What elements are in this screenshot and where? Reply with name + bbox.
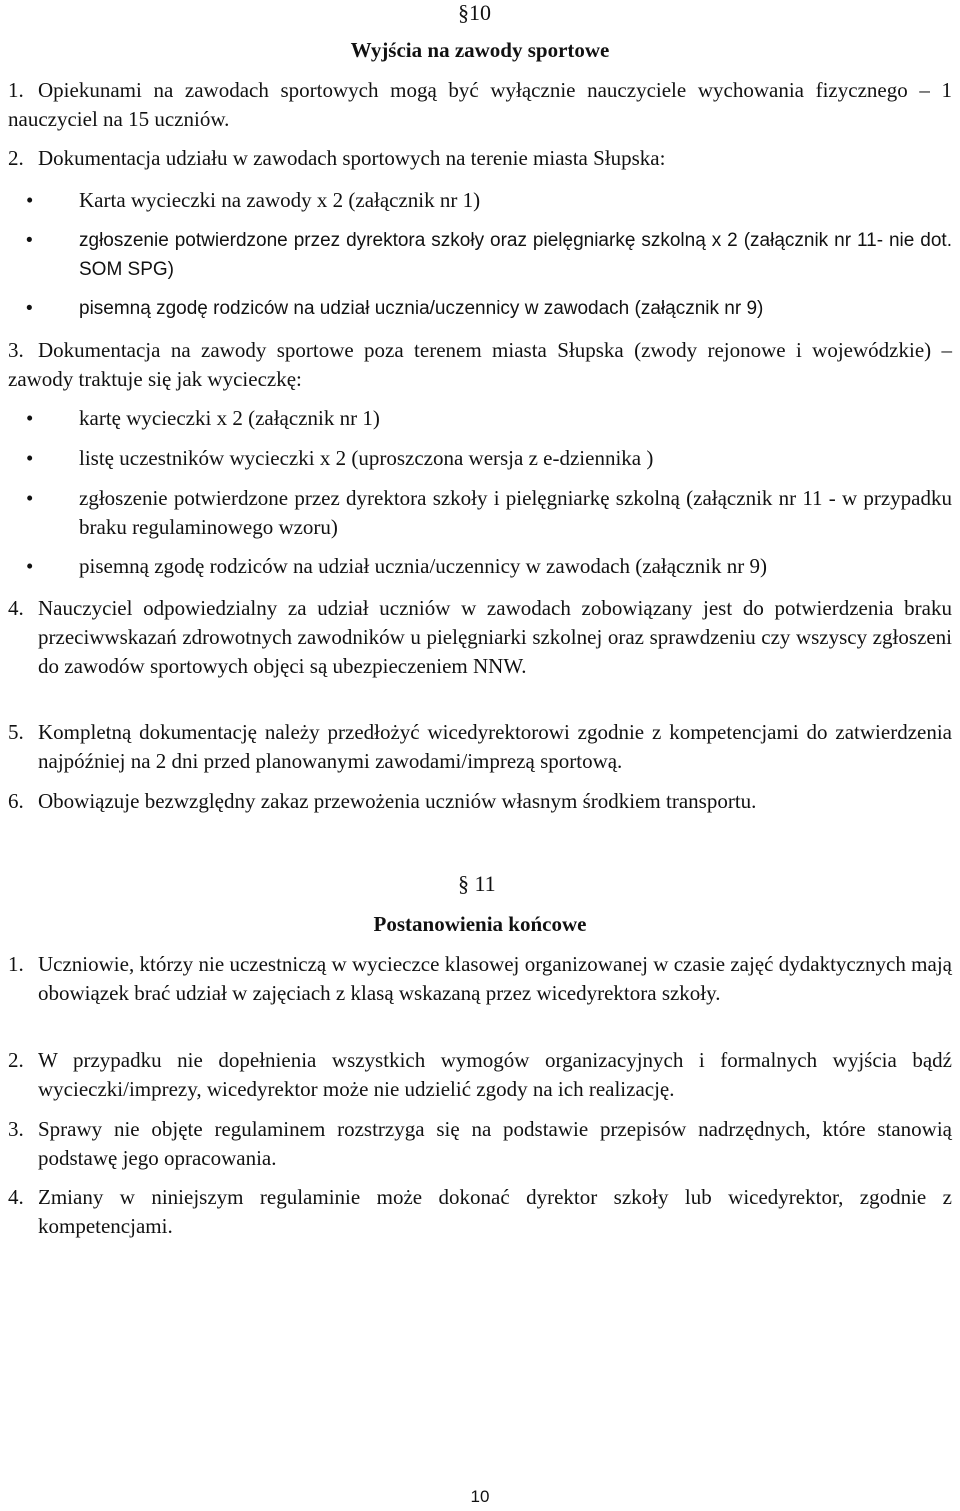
list-item bbox=[8, 144, 952, 173]
page-number: 10 bbox=[470, 1487, 490, 1506]
section-sign-11: § 11 bbox=[458, 871, 496, 896]
bullet-text: pisemną zgodę rodziców na udział ucznia/uczennicy w zawodach (załącznik nr 9) bbox=[79, 298, 764, 319]
item-text: Dokumentacja na zawody sportowe poza terenem miasta Słupska (zwody rejonowe i wojewódzkie) – zawody traktuje się jak wycieczkę: bbox=[8, 338, 952, 391]
bullet-item bbox=[26, 294, 952, 323]
bullet-icon: • bbox=[26, 298, 33, 319]
bullet-icon: • bbox=[26, 486, 34, 510]
bullet-item bbox=[26, 552, 952, 581]
bullet-item bbox=[26, 186, 952, 215]
item-text: Uczniowie, którzy nie uczestniczą w wycieczce klasowej organizowanej w czasie zajęć dydaktycznych mają obowiązek brać udział w zajęciach z klasą wskazaną przez wicedyrektora szkoły. bbox=[38, 952, 952, 1005]
item-number: 4. bbox=[8, 1185, 24, 1209]
item-number: 3. bbox=[8, 338, 24, 362]
item-number: 2. bbox=[8, 146, 24, 170]
bullet-icon: • bbox=[26, 406, 34, 430]
bullet-item bbox=[26, 444, 952, 473]
item-number: 3. bbox=[8, 1117, 24, 1141]
section-title-10: Wyjścia na zawody sportowe bbox=[350, 38, 610, 62]
item-text: Zmiany w niniejszym regulaminie może dokonać dyrektor szkoły lub wicedyrektor, zgodnie z kompetencjami. bbox=[38, 1185, 952, 1238]
item-number: 4. bbox=[8, 596, 24, 620]
item-text: Dokumentacja udziału w zawodach sportowych na terenie miasta Słupska: bbox=[38, 146, 666, 170]
item-number: 6. bbox=[8, 789, 24, 813]
item-number: 2. bbox=[8, 1048, 24, 1072]
bullet-text: kartę wycieczki x 2 (załącznik nr 1) bbox=[79, 406, 380, 430]
bullet-item bbox=[26, 484, 952, 542]
bullet-item bbox=[26, 226, 952, 284]
list-item bbox=[8, 1183, 952, 1241]
bullet-text: Karta wycieczki na zawody x 2 (załącznik nr 1) bbox=[79, 188, 481, 212]
bullet-item bbox=[26, 404, 952, 433]
bullet-icon: • bbox=[26, 554, 34, 578]
item-text: W przypadku nie dopełnienia wszystkich wymogów organizacyjnych i formalnych wyjścia bądź wycieczki/imprezy, wicedyrektor może nie udzielić zgody na ich realizację. bbox=[38, 1048, 952, 1101]
section-sign-10: §10 bbox=[458, 0, 491, 25]
bullet-text: pisemną zgodę rodziców na udział ucznia/uczennicy w zawodach (załącznik nr 9) bbox=[79, 554, 768, 578]
item-number: 5. bbox=[8, 720, 24, 744]
list-item bbox=[8, 1115, 952, 1173]
item-text: Nauczyciel odpowiedzialny za udział uczniów w zawodach zobowiązany jest do potwierdzenia braku przeciwwskazań zdrowotnych zawodników u pielęgniarki szkolnej oraz sprawdzeniu czy wszyscy zgłoszeni do zawodów sportowych objęci są ubezpieczeniem NNW. bbox=[38, 596, 952, 678]
list-item bbox=[8, 336, 952, 394]
bullet-icon: • bbox=[26, 230, 33, 251]
list-item bbox=[8, 950, 952, 1008]
item-text: Sprawy nie objęte regulaminem rozstrzyga się na podstawie przepisów nadrzędnych, które stanowią podstawę jego opracowania. bbox=[38, 1117, 952, 1170]
list-item bbox=[8, 594, 952, 681]
list-item bbox=[8, 787, 952, 816]
bullet-text: zgłoszenie potwierdzone przez dyrektora szkoły i pielęgniarkę szkolną (załącznik nr 11 - w przypadku braku regulaminowego wzoru) bbox=[79, 486, 952, 539]
section-title-11: Postanowienia końcowe bbox=[373, 912, 587, 936]
bullet-icon: • bbox=[26, 188, 34, 212]
bullet-icon: • bbox=[26, 446, 34, 470]
item-number: 1. bbox=[8, 952, 24, 976]
bullet-text: listę uczestników wycieczki x 2 (uproszczona wersja z e-dziennika ) bbox=[79, 446, 654, 470]
item-text: Opiekunami na zawodach sportowych mogą być wyłącznie nauczyciele wychowania fizycznego – 1 nauczyciel na 15 uczniów. bbox=[8, 78, 952, 131]
list-item bbox=[8, 1046, 952, 1104]
list-item bbox=[8, 76, 952, 134]
bullet-text: zgłoszenie potwierdzone przez dyrektora szkoły oraz pielęgniarkę szkolną x 2 (załącznik nr 11- nie dot. SOM SPG) bbox=[79, 230, 952, 280]
item-text: Kompletną dokumentację należy przedłożyć wicedyrektorowi zgodnie z kompetencjami do zatwierdzenia najpóźniej na 2 dni przed planowanymi zawodami/imprezą sportową. bbox=[38, 720, 952, 773]
item-text: Obowiązuje bezwzględny zakaz przewożenia uczniów własnym środkiem transportu. bbox=[38, 789, 757, 813]
list-item bbox=[8, 718, 952, 776]
item-number: 1. bbox=[8, 78, 24, 102]
